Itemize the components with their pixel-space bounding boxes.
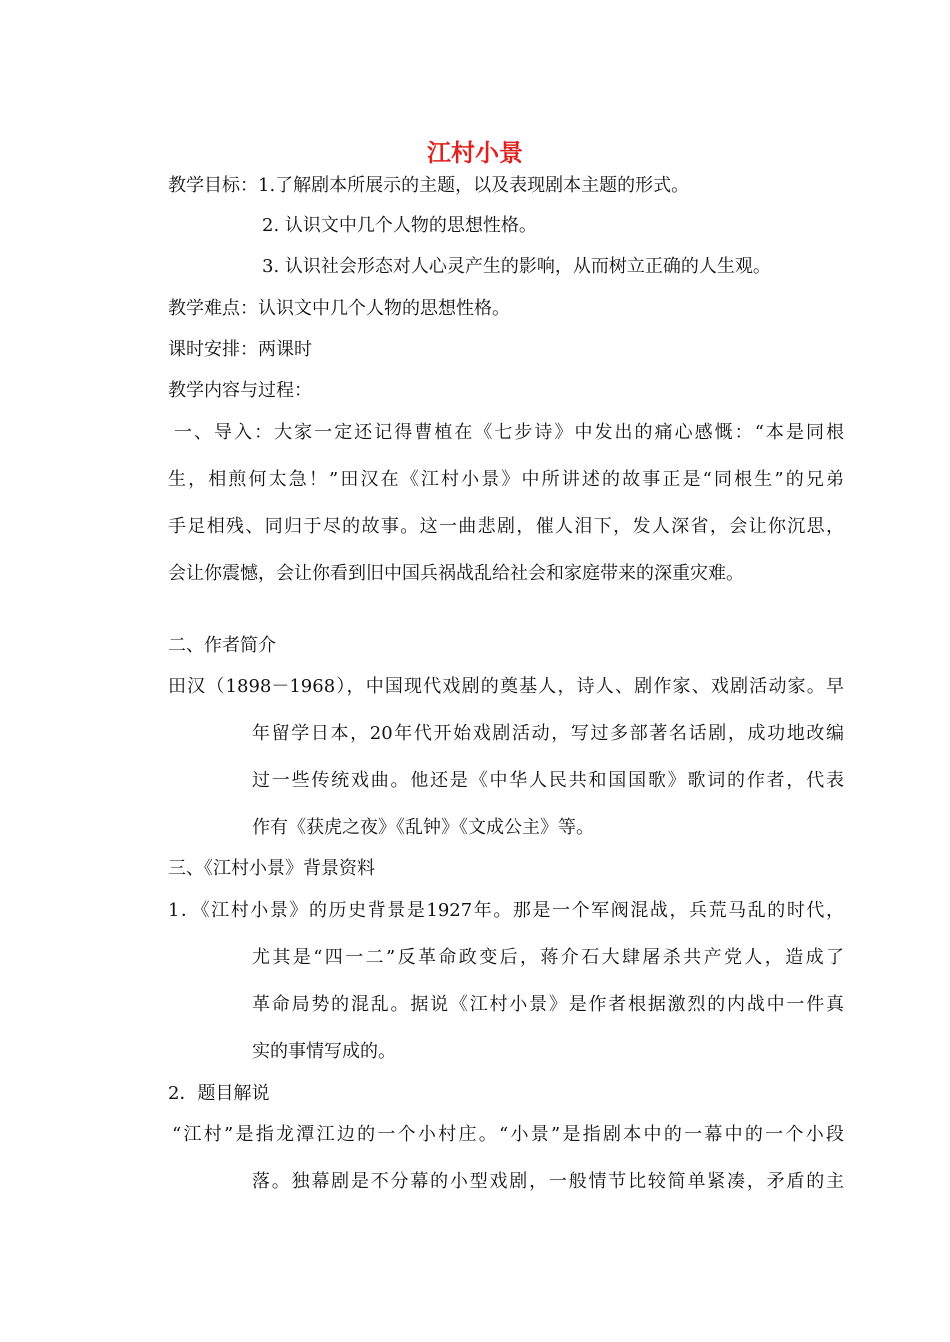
content-heading: 教学内容与过程： [168,380,312,401]
intro-line-1: 一、导入：大家一定还记得曹植在《七步诗》中发出的痛心感慨：“本是同根 [174,422,844,443]
background-line-1: 1．《江村小景》的历史背景是1927年。那是一个军阀混战，兵荒马乱的时代， [168,900,844,921]
intro-line-3: 手足相残、同归于尽的故事。这一曲悲剧，催人泪下，发人深省，会让你沉思， [168,516,844,537]
author-line-2: 年留学日本，20年代开始戏剧活动，写过多部著名话剧，成功地改编 [252,723,844,744]
background-line-3: 革命局势的混乱。据说《江村小景》是作者根据激烈的内战中一件真 [252,994,844,1015]
background-line-2: 尤其是“四一二”反革命政变后，蒋介石大肆屠杀共产党人，造成了 [252,947,844,968]
intro-line-4: 会让你震憾，会让你看到旧中国兵祸战乱给社会和家庭带来的深重灾难。 [168,563,744,584]
objectives-line-2: 2. 认识文中几个人物的思想性格。 [262,215,537,236]
background-heading: 三、《江村小景》背景资料 [168,858,375,879]
title-explanation-heading: 2．题目解说 [168,1083,270,1104]
intro-line-2: 生，相煎何太急！”田汉在《江村小景》中所讲述的故事正是“同根生”的兄弟 [168,469,844,490]
title-explanation-line-1: “江村”是指龙潭江边的一个小村庄。“小景”是指剧本中的一幕中的一个小段 [172,1124,844,1145]
author-line-4: 作有《获虎之夜》《乱钟》《文成公主》等。 [252,817,594,838]
author-line-3: 过一些传统戏曲。他还是《中华人民共和国国歌》歌词的作者，代表 [252,770,844,791]
difficulty-line: 教学难点：认识文中几个人物的思想性格。 [168,298,510,319]
document-title: 江村小景 [427,138,523,167]
author-line-1: 田汉（1898－1968），中国现代戏剧的奠基人，诗人、剧作家、戏剧活动家。早 [168,676,844,697]
schedule-line: 课时安排：两课时 [168,339,312,360]
objectives-line-1: 教学目标：1.了解剧本所展示的主题，以及表现剧本主题的形式。 [168,175,690,196]
title-explanation-line-2: 落。独幕剧是不分幕的小型戏剧，一般情节比较简单紧凑，矛盾的主 [252,1171,844,1192]
background-line-4: 实的事情写成的。 [252,1041,396,1062]
author-heading: 二、作者简介 [168,635,276,656]
objectives-line-3: 3. 认识社会形态对人心灵产生的影响，从而树立正确的人生观。 [262,256,771,277]
